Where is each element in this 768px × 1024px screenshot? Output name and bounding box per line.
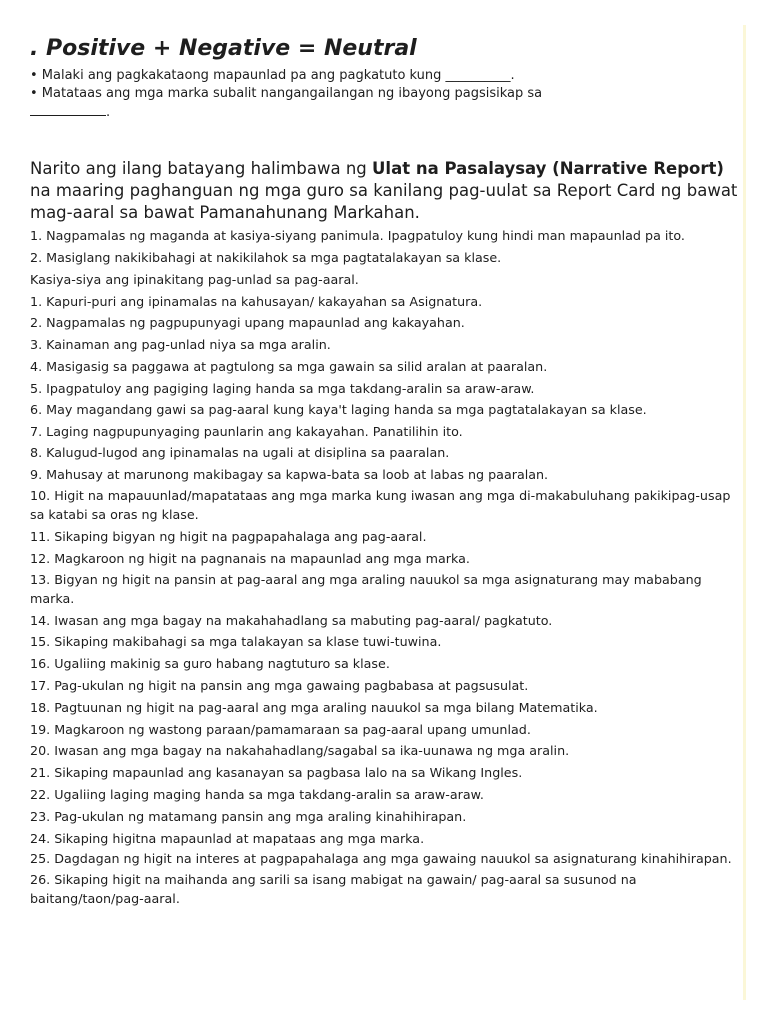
fill-blank: [30, 103, 106, 116]
remark-line: 21. Sikaping mapaunlad ang kasanayan sa pagbasa lalo na sa Wikang Ingles.: [30, 765, 523, 781]
remark-line: 18. Pagtuunan ng higit na pag-aaral ang mga araling nauukol sa mga bilang Matematika.: [30, 699, 598, 715]
remark-line: Kasiya-siya ang ipinakitang pag-unlad sa pag-aaral.: [30, 271, 359, 287]
intro-text-end: na maaring paghanguan ng mga guro sa kanilang pag-uulat sa Report Card ng bawat mag-aaral sa bawat Pamanahunang Markahan.: [30, 181, 738, 222]
remark-line: 5. Ipagpatuloy ang pagiging laging handa sa mga takdang-aralin sa araw-araw.: [30, 380, 535, 396]
remark-line: 25. Dagdagan ng higit na interes at pagpapahalaga ang mga gawaing nauukol sa asignaturang kinahihirapan.: [30, 851, 732, 867]
remark-line: 8. Kalugud-lugod ang ipinamalas na ugali at disiplina sa paaralan.: [30, 445, 450, 461]
remark-line: 10. Higit na mapauunlad/mapatataas ang mga marka kung iwasan ang mga di-makabuluhang pakikipag-usap sa katabi sa oras ng klase.: [30, 487, 731, 522]
bullet-item: • Malaki ang pagkakataong mapaunlad pa ang pagkatuto kung __________.: [30, 68, 515, 83]
section-title: . Positive + Negative = Neutral: [30, 36, 417, 61]
intro-bold-text: Ulat na Pasalaysay (Narrative Report): [372, 159, 724, 178]
remark-line: 22. Ugaliing laging maging handa sa mga takdang-aralin sa araw-araw.: [30, 786, 484, 802]
remark-line: 4. Masigasig sa paggawa at pagtulong sa mga gawain sa silid aralan at paaralan.: [30, 358, 548, 374]
remark-line: 12. Magkaroon ng higit na pagnanais na mapaunlad ang mga marka.: [30, 550, 470, 566]
page-edge: [743, 25, 746, 1000]
remark-line: 26. Sikaping higit na maihanda ang sarili sa isang mabigat na gawain/ pag-aaral sa susunod na baitang/taon/pag-aaral.: [30, 872, 637, 907]
remark-line: 1. Nagpamalas ng maganda at kasiya-siyang panimula. Ipagpatuloy kung hindi man mapaunlad pa ito.: [30, 228, 685, 243]
remark-line: 9. Mahusay at marunong makibagay sa kapwa-bata sa loob at labas ng paaralan.: [30, 467, 549, 483]
remark-line: 11. Sikaping bigyan ng higit na pagpapahalaga ang pag-aaral.: [30, 528, 427, 544]
remark-line: 16. Ugaliing makinig sa guro habang nagtuturo sa klase.: [30, 656, 390, 672]
remarks-list: [30, 226, 738, 908]
bullet-list: [30, 67, 738, 122]
remark-line: 20. Iwasan ang mga bagay na nakahahadlang/sagabal sa ika-uunawa ng mga aralin.: [30, 743, 570, 759]
bullet-item: • Matataas ang mga marka subalit nangangailangan ng ibayong pagsisikap sa: [30, 86, 543, 101]
remark-line: 1. Kapuri-puri ang ipinamalas na kahusayan/ kakayahan sa Asignatura.: [30, 293, 483, 309]
remark-line: 7. Laging nagpupunyaging paunlarin ang kakayahan. Panatilihin ito.: [30, 423, 463, 439]
remark-line: 24. Sikaping higitna mapaunlad at mapataas ang mga marka.: [30, 830, 425, 846]
remark-line: 14. Iwasan ang mga bagay na makahahadlang sa mabuting pag-aaral/ pagkatuto.: [30, 612, 553, 628]
remark-line: 6. May magandang gawi sa pag-aaral kung kaya't laging handa sa mga pagtatalakayan sa klase.: [30, 401, 647, 417]
remark-line: 17. Pag-ukulan ng higit na pansin ang mga gawaing pagbabasa at pagsusulat.: [30, 677, 529, 693]
remark-line: 19. Magkaroon ng wastong paraan/pamamaraan sa pag-aaral upang umunlad.: [30, 721, 531, 737]
remark-line: 2. Masiglang nakikibahagi at nakikilahok sa mga pagtatalakayan sa klase.: [30, 250, 502, 265]
remark-line: 2. Nagpamalas ng pagpupunyagi upang mapaunlad ang kakayahan.: [30, 315, 465, 331]
remark-line: 15. Sikaping makibahagi sa mga talakayan sa klase tuwi-tuwina.: [30, 634, 442, 650]
bullet-item-continuation: [30, 103, 738, 122]
remark-line: 23. Pag-ukulan ng matamang pansin ang mga araling kinahihirapan.: [30, 808, 467, 824]
intro-text: Narito ang ilang batayang halimbawa ng: [30, 159, 373, 178]
remark-line: 13. Bigyan ng higit na pansin at pag-aaral ang mga araling nauukol sa mga asignaturang may mababang marka.: [30, 571, 702, 606]
bullet-item-end: .: [106, 105, 111, 120]
intro-paragraph: [30, 158, 738, 224]
remark-line: 3. Kainaman ang pag-unlad niya sa mga aralin.: [30, 337, 331, 353]
